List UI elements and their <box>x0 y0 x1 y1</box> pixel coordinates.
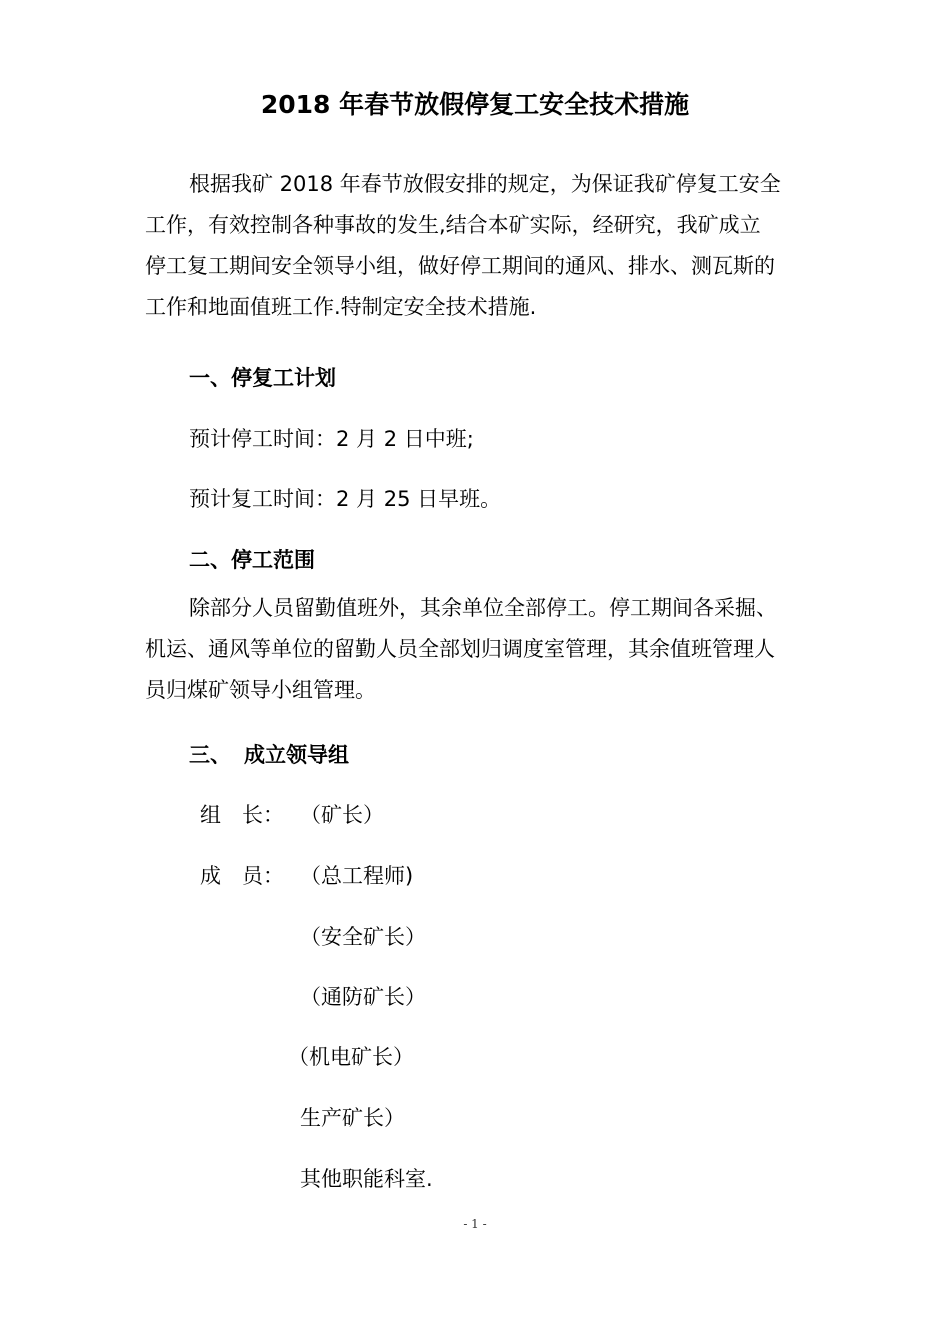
intro-line: 根据我矿 2018 年春节放假安排的规定，为保证我矿停复工安全 <box>189 172 781 196</box>
page-number: - 1 - <box>463 1217 487 1231</box>
document-title: 2018 年春节放假停复工安全技术措施 <box>260 90 690 119</box>
section2-line: 机运、通风等单位的留勤人员全部划归调度室管理，其余值班管理人 <box>145 637 775 661</box>
member-item: （通防矿长） <box>300 985 426 1009</box>
member-item: （机电矿长） <box>288 1045 414 1069</box>
section1-heading: 一、停复工计划 <box>189 366 336 390</box>
intro-line: 工作，有效控制各种事故的发生,结合本矿实际，经研究，我矿成立 <box>145 213 761 237</box>
resume-time-line: 预计复工时间：2 月 25 日早班。 <box>189 487 502 511</box>
leader-label: 组 长： <box>200 803 284 827</box>
member-label: 成 员： <box>200 864 284 888</box>
section3-heading-number: 三、 <box>189 743 231 767</box>
member-item: （安全矿长） <box>300 925 426 949</box>
section2-line: 除部分人员留勤值班外，其余单位全部停工。停工期间各采掘、 <box>189 596 777 620</box>
section2-heading: 二、停工范围 <box>189 548 315 572</box>
intro-paragraph <box>145 164 825 328</box>
intro-line: 工作和地面值班工作.特制定安全技术措施. <box>145 295 537 319</box>
stop-time-line: 预计停工时间：2 月 2 日中班; <box>189 427 474 451</box>
section3-heading: 成立领导组 <box>244 743 349 767</box>
section2-paragraph <box>145 588 825 711</box>
section2-line: 员归煤矿领导小组管理。 <box>145 678 376 702</box>
member-item: 生产矿长） <box>300 1106 405 1130</box>
intro-line: 停工复工期间安全领导小组，做好停工期间的通风、排水、测瓦斯的 <box>145 254 775 278</box>
member-item: （总工程师) <box>300 864 414 888</box>
member-item: 其他职能科室. <box>300 1167 433 1191</box>
leader-value: （矿长） <box>300 803 384 827</box>
